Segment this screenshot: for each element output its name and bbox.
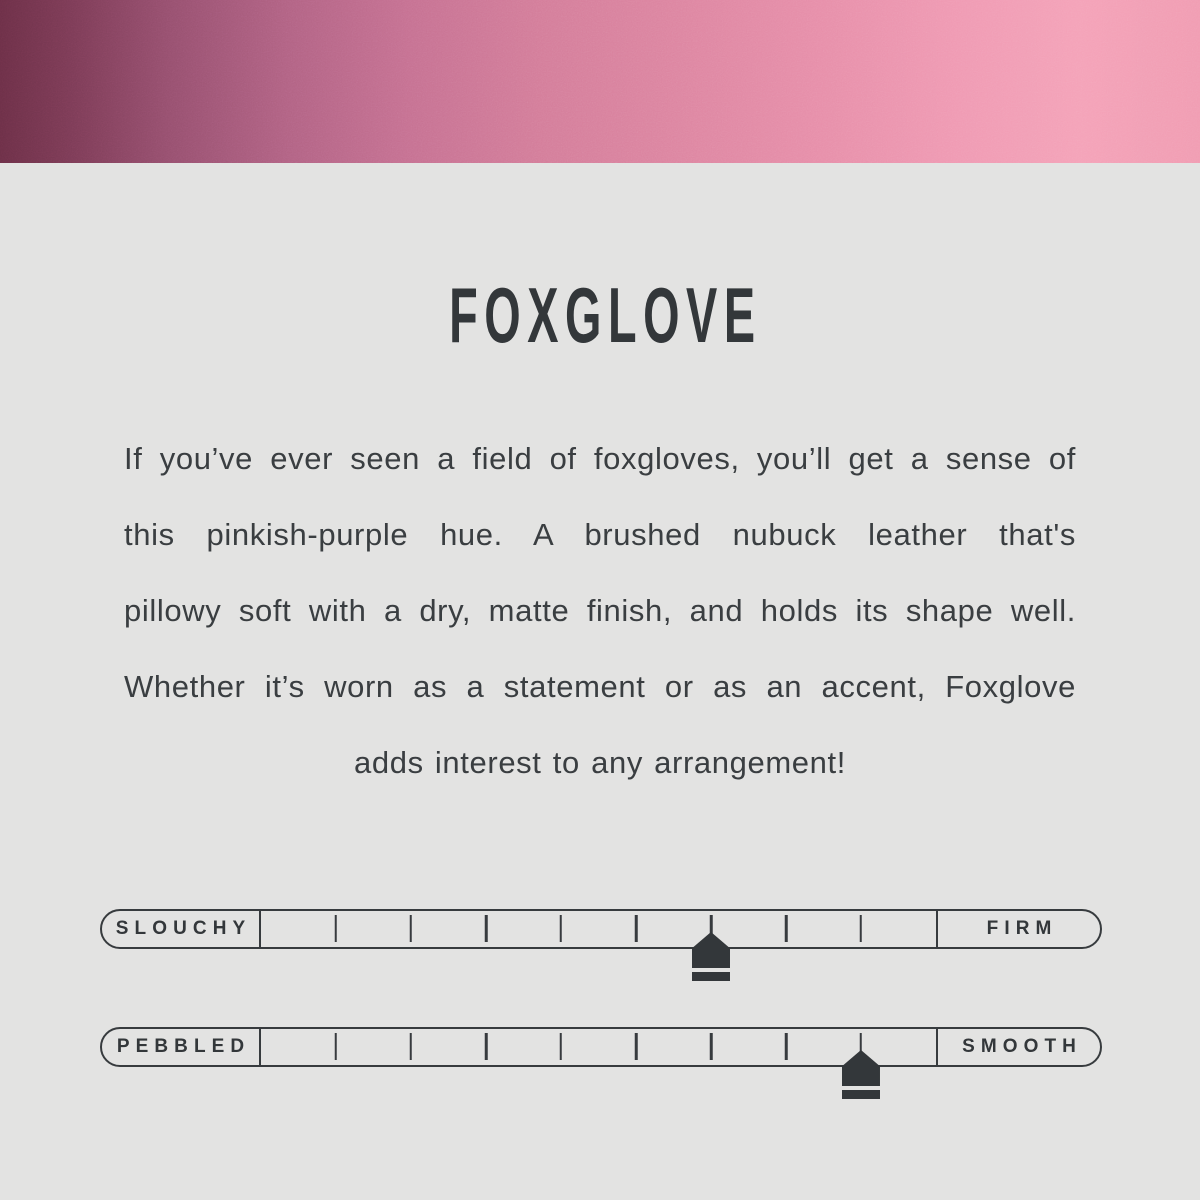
scale-tick (635, 1033, 638, 1060)
color-name: FOXGLOVE (449, 271, 762, 359)
slider-marker-pin (842, 1050, 880, 1099)
marker-pin-band (692, 972, 730, 981)
marker-pin-head-icon (842, 1050, 880, 1086)
slider-scale (259, 911, 938, 947)
description-line: adds interest to any arrangement! (353, 745, 846, 780)
scale-tick (710, 1033, 713, 1060)
scale-tick (410, 915, 413, 942)
slider-right-label: SMOOTH (962, 1036, 1082, 1057)
slider-right-section (938, 911, 1100, 947)
scale-tick (785, 1033, 788, 1060)
slider-marker-pin (692, 932, 730, 981)
scale-tick (335, 915, 338, 942)
slider-right-label: FIRM (986, 918, 1058, 939)
leather-grain-texture (0, 0, 1200, 163)
attribute-slider-slouchy-firm (100, 909, 1102, 949)
marker-pin-head-icon (692, 932, 730, 968)
marker-pin-band (842, 1090, 880, 1099)
scale-tick (785, 915, 788, 942)
leather-swatch-image (0, 0, 1200, 163)
color-description (124, 421, 1076, 801)
slider-left-section (102, 1029, 259, 1065)
scale-tick (635, 915, 638, 942)
attribute-slider-pebbled-smooth (100, 1027, 1102, 1067)
scale-tick (860, 915, 863, 942)
slider-left-section (102, 911, 259, 947)
description-line: pillowy soft with a dry, matte finish, and holds its shape well. (124, 593, 1076, 628)
description-line: this pinkish-purple hue. A brushed nubuck leather that's (124, 517, 1076, 552)
scale-tick (485, 915, 488, 942)
scale-tick (335, 1033, 338, 1060)
scale-tick (560, 915, 563, 942)
slider-left-label: SLOUCHY (115, 918, 252, 939)
scale-tick (410, 1033, 413, 1060)
slider-left-label: PEBBLED (116, 1036, 251, 1057)
scale-tick (560, 1033, 563, 1060)
slider-right-section (938, 1029, 1100, 1065)
scale-tick (485, 1033, 488, 1060)
description-line: If you’ve ever seen a field of foxgloves, you’ll get a sense of (124, 441, 1076, 476)
description-line: Whether it’s worn as a statement or as an accent, Foxglove (124, 669, 1076, 704)
slider-scale (259, 1029, 938, 1065)
page-title (0, 271, 1200, 359)
